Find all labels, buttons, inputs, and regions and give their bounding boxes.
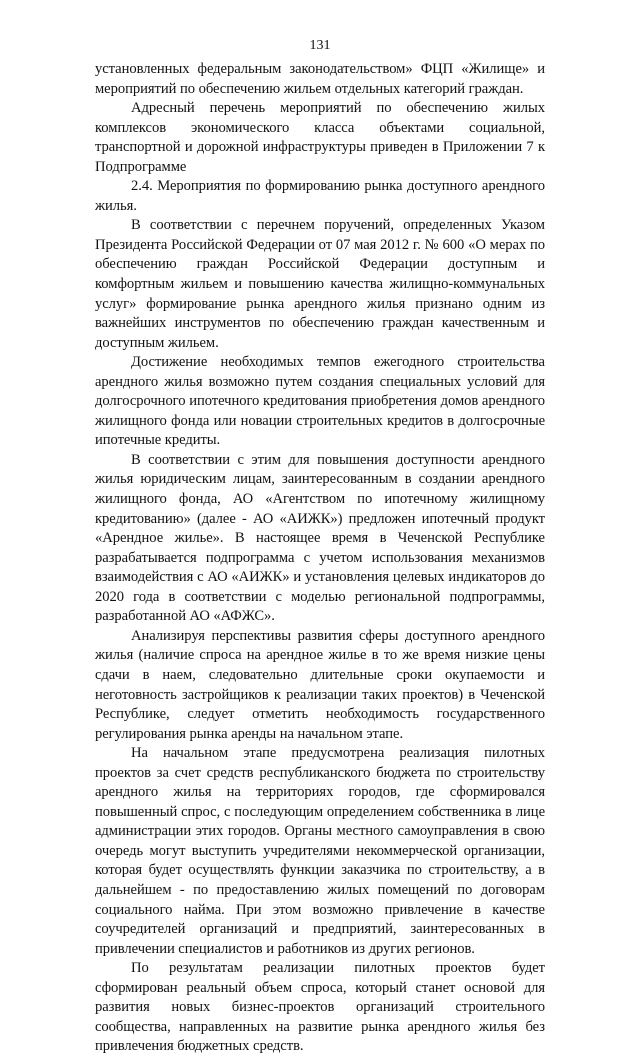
paragraph: В соответствии с этим для повышения доступности арендного жилья юридическим лицам, заинтересованным в создании арендного жилищного фонда, АО «Агентством по ипотечному жилищному кредитованию» (далее - АО «АИЖК») предложен ипотечный продукт «Арендное жилье». В настоящее время в Чеченской Республике разрабатывается подпрограмма с учетом использования механизмов взаимодействия с АО «АИЖК» и установления целевых индикаторов до 2020 года в соответствии с моделью региональной подпрограммы, разработанной АО «АФЖС».: [95, 451, 545, 625]
paragraph: Достижение необходимых темпов ежегодного строительства арендного жилья возможно путем создания специальных условий для долгосрочного ипотечного кредитования приобретения домов арендного жилищного фонда или новации строительных кредитов в долгосрочные ипотечные кредиты.: [95, 354, 545, 449]
paragraph: На начальном этапе предусмотрена реализация пилотных проектов за счет средств республиканского бюджета по строительству арендного жилья на территориях городов, где сформировался повышенный спрос, с последующим определением собственника в лице администрации этих городов. Органы местного самоуправления в свою очередь могут выступить учредителями некоммерческой организации, которая будет осуществлять функции заказчика по строительству, а в дальнейшем - по предоставлению жилых помещений по договорам социального найма. При этом возможно привлечение в качестве соучредителей организаций и предприятий, заинтересованных в привлечении специалистов и работников из других регионов.: [95, 745, 545, 957]
section-heading: 2.4. Мероприятия по формированию рынка доступного арендного жилья.: [95, 178, 545, 214]
paragraph: Адресный перечень мероприятий по обеспечению жилых комплексов экономического класса объектами социальной, транспортной и дорожной инфраструктуры приведен в Приложении 7 к Подпрограмме: [95, 100, 545, 175]
paragraph: В соответствии с перечнем поручений, определенных Указом Президента Российской Федерации от 07 мая 2012 г. № 600 «О мерах по обеспечению граждан Российской Федерации доступным и комфортным жильем и повышению качества жилищно-коммунальных услуг» формирование рынка арендного жилья признано одним из важнейших инструментов по обеспечению граждан качественным и доступным жильем.: [95, 217, 545, 351]
paragraph: По результатам реализации пилотных проектов будет сформирован реальный объем спроса, который станет основой для развития новых бизнес-проектов организаций строительного сообщества, направленных на развитие рынка арендного жилья без привлечения бюджетных средств.: [95, 960, 545, 1055]
page-number: 131: [309, 38, 331, 53]
paragraph: Анализируя перспективы развития сферы доступного арендного жилья (наличие спроса на арендное жилье в то же время низкие цены сдачи в наем, следовательно длительные сроки окупаемости и неготовность застройщиков к реализации таких проектов) в Чеченской Республике, следует отметить необходимость государственного регулирования рынка аренды на начальном этапе.: [95, 627, 545, 742]
document-body: [95, 60, 545, 1057]
paragraph: установленных федеральным законодательством» ФЦП «Жилище» и мероприятий по обеспечению жильем отдельных категорий граждан.: [95, 61, 545, 97]
